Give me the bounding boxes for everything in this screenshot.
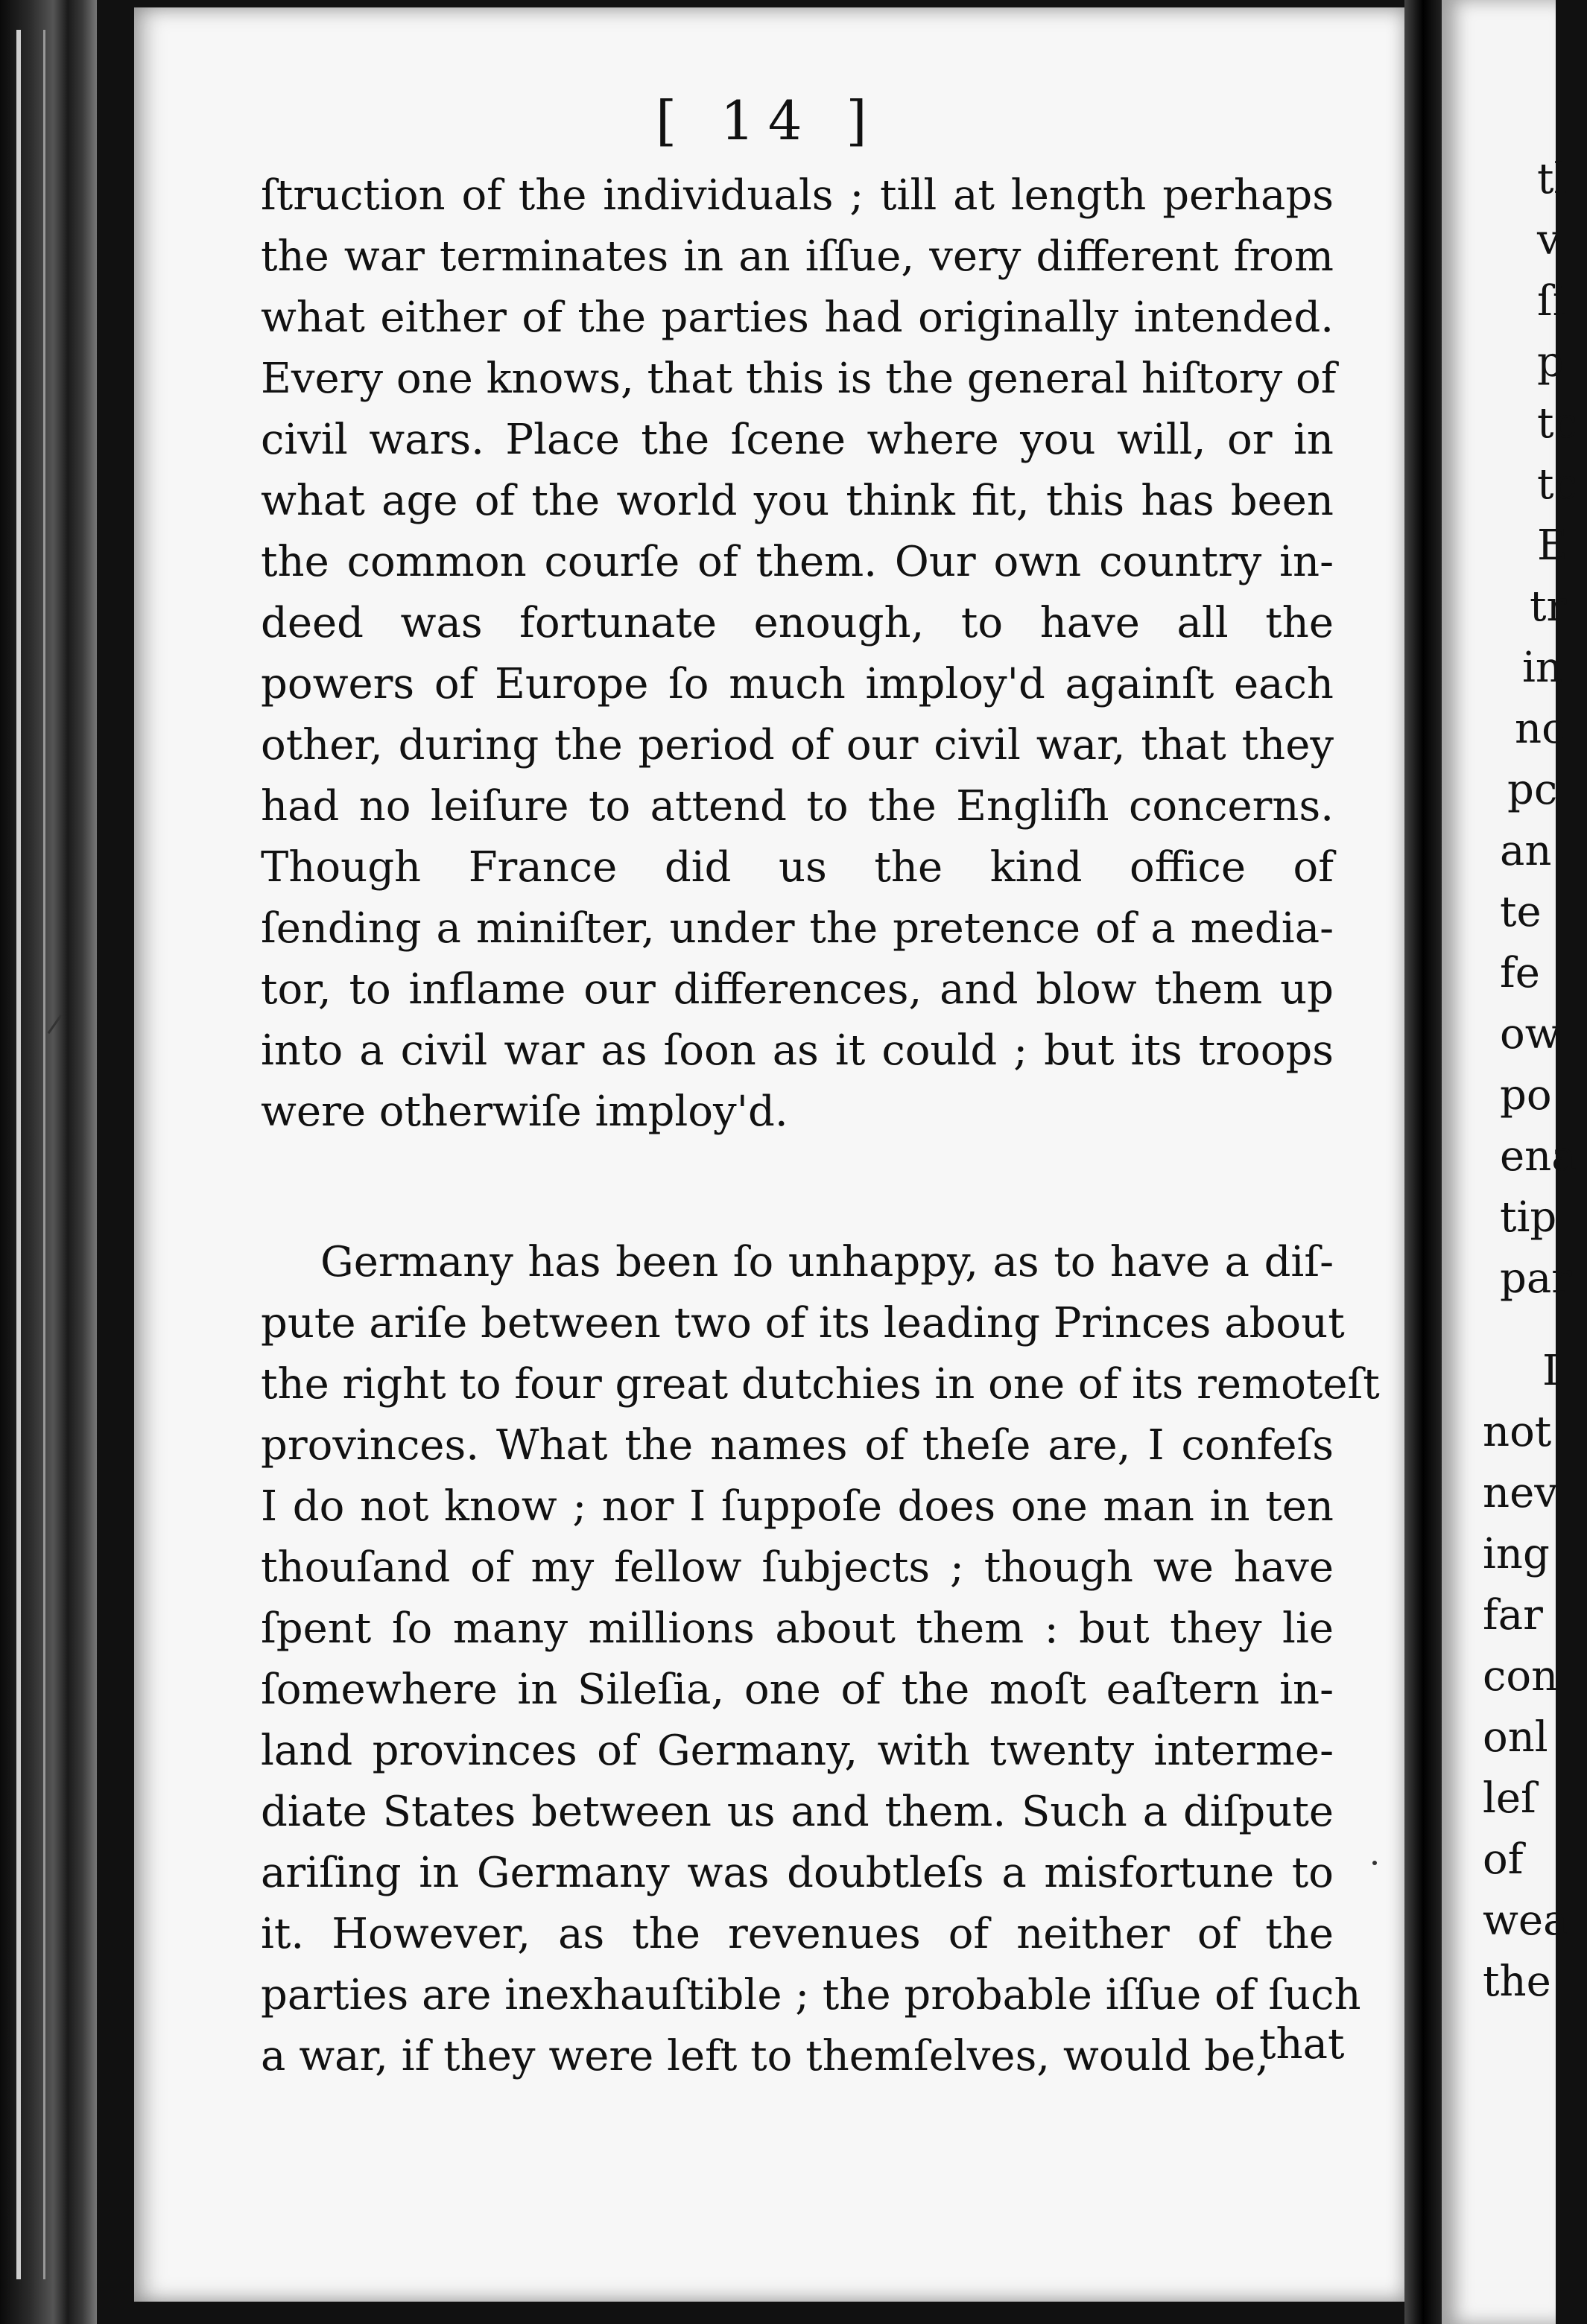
- facing-fragment: tc: [1537, 399, 1577, 448]
- text-line: tor, to inflame our differences, and blow them up: [261, 965, 1334, 1014]
- facing-fragment: tr: [1530, 582, 1567, 631]
- text-line: thouſand of my fellow ſubjects ; though we have: [261, 1543, 1334, 1592]
- text-line: the war terminates in an iſſue, very different from: [261, 232, 1334, 281]
- text-line: what age of the world you think fit, this has been: [261, 477, 1334, 525]
- text-line: parties are inexhauſtible ; the probable iſſue of ſuch: [261, 1971, 1361, 2019]
- facing-fragment: far: [1483, 1591, 1543, 1639]
- facing-fragment: of: [1483, 1835, 1524, 1884]
- text-line: the common courſe of them. Our own country in-: [261, 538, 1334, 586]
- facing-fragment: tc: [1537, 460, 1577, 509]
- paragraph-2: [261, 1232, 1380, 2087]
- text-line: Though France did us the kind office of: [261, 843, 1334, 892]
- facing-fragment: tl: [1537, 155, 1568, 203]
- facing-fragment: ow: [1500, 1010, 1561, 1058]
- facing-fragment: in: [1522, 644, 1562, 692]
- facing-fragment: E: [1537, 521, 1568, 570]
- facing-fragment: wea: [1483, 1896, 1568, 1945]
- facing-page-fragments-top: [1472, 149, 1576, 1309]
- facing-fragment: the: [1483, 1958, 1551, 2006]
- facing-fragment: nc: [1515, 705, 1565, 753]
- text-line: it. However, as the revenues of neither of the: [261, 1910, 1334, 1958]
- text-line: ſpent ſo many millions about them : but they lie: [261, 1604, 1334, 1653]
- facing-fragment: v: [1537, 216, 1561, 264]
- text-line: provinces. What the names of theſe are, I confeſs: [261, 1421, 1334, 1470]
- text-line: I do not know ; nor I ſuppoſe does one man in ten: [261, 1482, 1334, 1531]
- page-number: [ 14 ]: [656, 89, 881, 152]
- facing-fragment: fe: [1500, 949, 1540, 997]
- text-line: powers of Europe ſo much imploy'd againſt each: [261, 660, 1334, 708]
- text-line: ſomewhere in Sileſia, one of the moſt eaſtern in-: [261, 1666, 1334, 1714]
- facing-fragment: ſi: [1537, 277, 1566, 326]
- facing-fragment: an: [1500, 827, 1552, 875]
- facing-fragment: par: [1500, 1254, 1572, 1303]
- facing-fragment: te: [1500, 888, 1542, 936]
- text-line: land provinces of Germany, with twenty interme-: [261, 1727, 1334, 1775]
- spine-edge: [16, 30, 21, 2279]
- facing-fragment: pc: [1507, 766, 1558, 814]
- text-line: other, during the period of our civil war, that they: [261, 721, 1334, 769]
- paragraph-gap: [261, 1143, 1334, 1232]
- facing-fragment: po: [1500, 1071, 1552, 1120]
- facing-page-fragments-bottom: [1483, 1341, 1587, 2013]
- text-line: civil wars. Place the ſcene where you will, or in: [261, 416, 1334, 464]
- text-line: a war, if they were left to themſelves, would be,: [261, 2032, 1269, 2080]
- ink-mark: [1372, 1861, 1377, 1865]
- text-line: into a civil war as ſoon as it could ; but its troops: [261, 1026, 1334, 1075]
- paragraph-1: [261, 165, 1337, 1143]
- facing-fragment: ing: [1483, 1530, 1550, 1578]
- text-line: deed was fortunate enough, to have all the: [261, 599, 1334, 647]
- text-line: the right to four great dutchies in one of its remoteſt: [261, 1360, 1380, 1409]
- facing-fragment: p: [1537, 338, 1564, 387]
- facing-fragment: onl: [1483, 1713, 1548, 1762]
- facing-fragment: nev: [1483, 1469, 1558, 1517]
- spine-edge: [43, 30, 45, 2279]
- text-line: pute ariſe between two of its leading Princes about: [261, 1299, 1345, 1347]
- facing-fragment: con: [1483, 1652, 1559, 1701]
- facing-fragment: leſ: [1483, 1774, 1536, 1823]
- facing-fragment: tip: [1500, 1193, 1557, 1242]
- text-line: were otherwiſe imploy'd.: [261, 1088, 788, 1136]
- book-spine: [0, 0, 97, 2324]
- page-text: [261, 165, 1380, 2087]
- text-line: Germany has been ſo unhappy, as to have a diſ-: [320, 1238, 1334, 1286]
- text-line: diate States between us and them. Such a diſpute: [261, 1788, 1334, 1836]
- text-line: ſtruction of the individuals ; till at length perhaps: [261, 171, 1334, 220]
- text-line: what either of the parties had originally intended.: [261, 293, 1334, 342]
- text-line: had no leiſure to attend to the Engliſh concerns.: [261, 782, 1334, 831]
- facing-fragment: ena: [1500, 1132, 1577, 1181]
- facing-fragment: I: [1542, 1347, 1559, 1395]
- facing-fragment: not: [1483, 1408, 1552, 1456]
- page-gutter: [1404, 0, 1442, 2324]
- text-line: Every one knows, that this is the general hiſtory of: [261, 355, 1337, 403]
- catchword: that: [1259, 2020, 1345, 2069]
- text-line: ſending a miniſter, under the pretence of a media-: [261, 904, 1334, 953]
- text-line: ariſing in Germany was doubtleſs a misfortune to: [261, 1849, 1334, 1897]
